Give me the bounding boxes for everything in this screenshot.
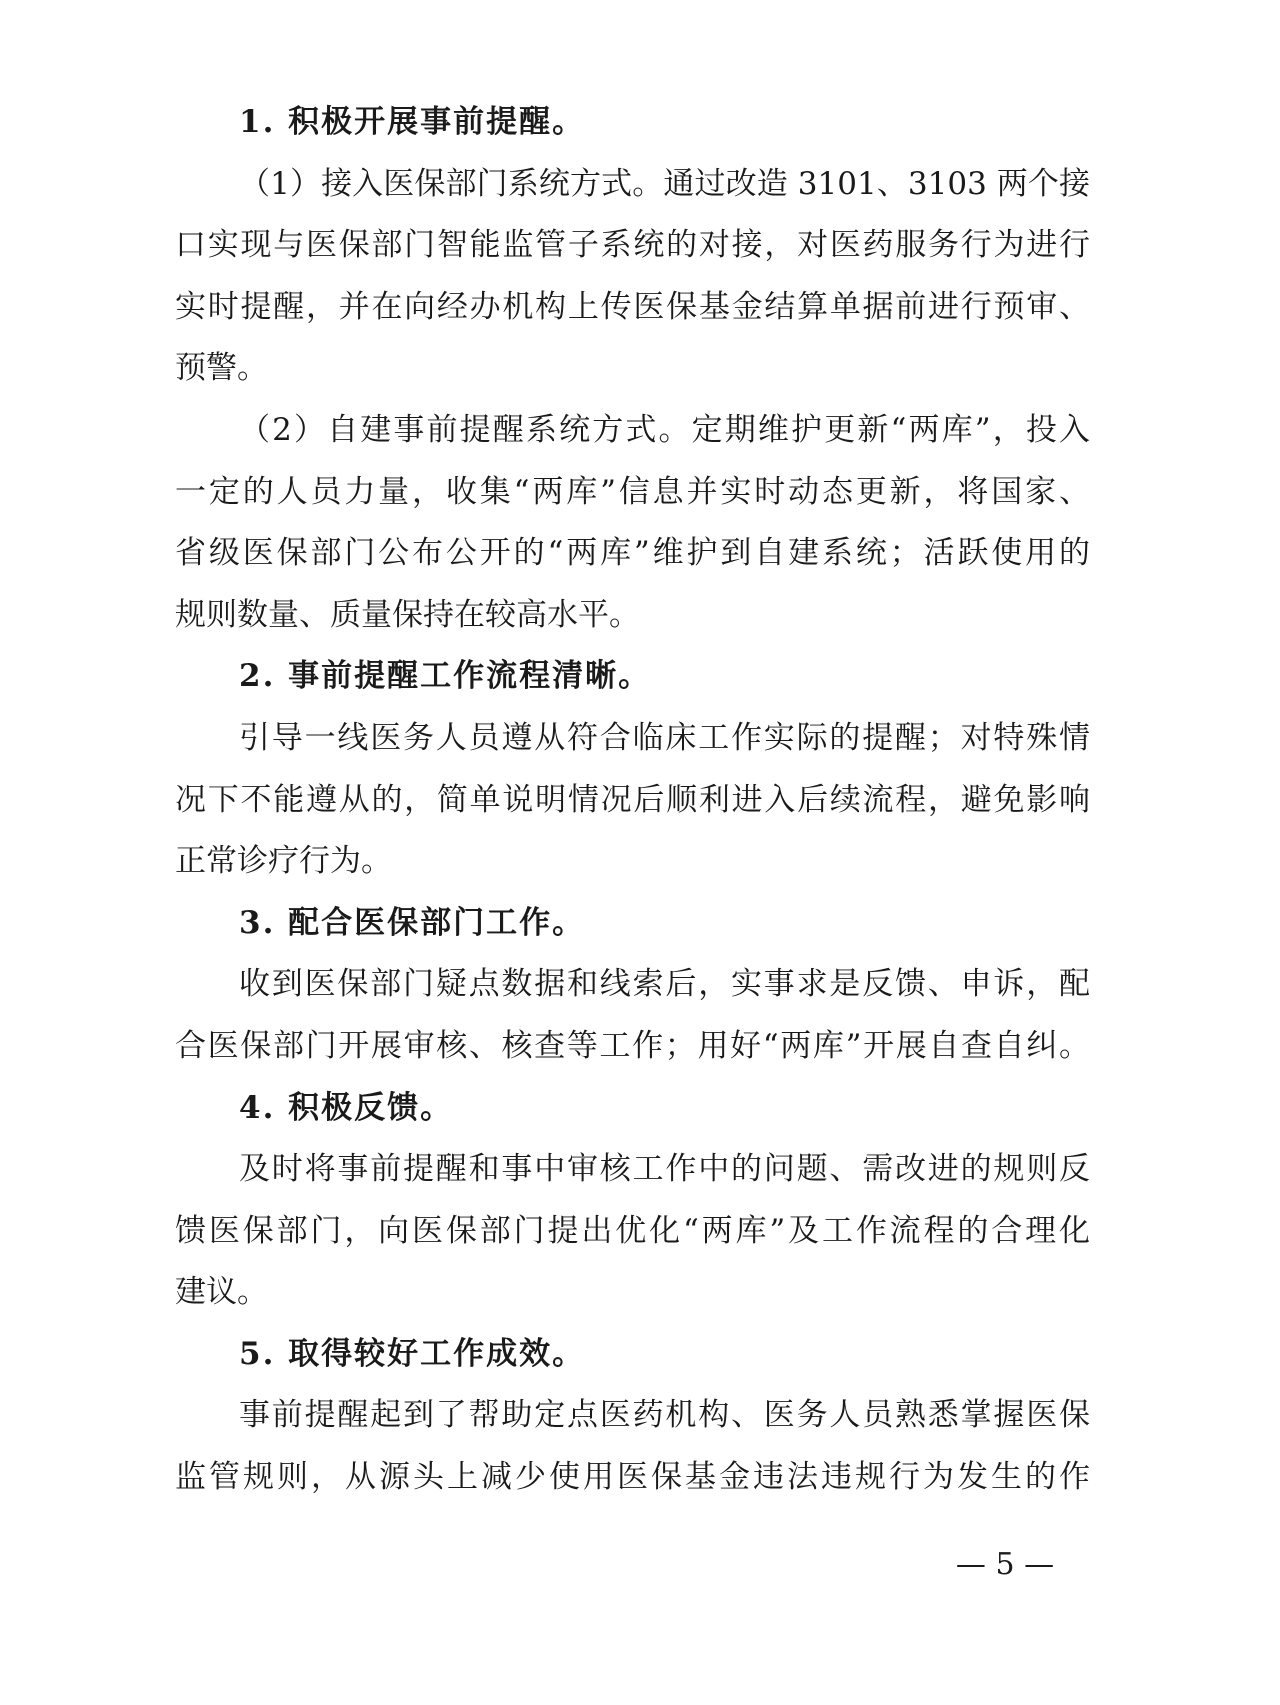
- paragraph-line: 馈医保部门，向医保部门提出优化“两库”及工作流程的合理化: [175, 1212, 1090, 1249]
- paragraph-line: 事前提醒起到了帮助定点医药机构、医务人员熟悉掌握医保: [239, 1397, 1090, 1434]
- paragraph: [175, 154, 1090, 400]
- page-number: — 5 —: [955, 1547, 1055, 1582]
- paragraph-line: 及时将事前提醒和事中审核工作中的问题、需改进的规则反: [239, 1151, 1090, 1188]
- document-body: [175, 92, 1090, 1509]
- heading-text: 1. 积极开展事前提醒。: [239, 104, 586, 140]
- paragraph-line: 建议。: [175, 1274, 268, 1311]
- paragraph: [175, 708, 1090, 893]
- paragraph-line: 一定的人员力量，收集“两库”信息并实时动态更新，将国家、: [175, 473, 1090, 510]
- heading-text: 4. 积极反馈。: [239, 1089, 454, 1126]
- heading-2: [175, 646, 1090, 708]
- paragraph: [175, 954, 1090, 1077]
- heading-text: 2. 事前提醒工作流程清晰。: [239, 658, 652, 695]
- heading-text: 3. 配合医保部门工作。: [239, 904, 586, 941]
- paragraph-line: 合医保部门开展审核、核查等工作；用好“两库”开展自查自纠。: [175, 1027, 1090, 1064]
- heading-5: [175, 1324, 1090, 1386]
- heading-3: [175, 893, 1090, 955]
- paragraph: [175, 1139, 1090, 1324]
- heading-1: [175, 92, 1090, 154]
- heading-text: 5. 取得较好工作成效。: [239, 1335, 586, 1372]
- heading-4: [175, 1078, 1090, 1140]
- paragraph-line: （2）自建事前提醒系统方式。定期维护更新“两库”，投入: [239, 411, 1090, 448]
- paragraph-line: 收到医保部门疑点数据和线索后，实事求是反馈、申诉，配: [239, 966, 1090, 1003]
- paragraph-line: 监管规则，从源头上减少使用医保基金违法违规行为发生的作: [175, 1459, 1090, 1496]
- paragraph-line: 预警。: [175, 350, 268, 387]
- paragraph-line: 省级医保部门公布公开的“两库”维护到自建系统；活跃使用的: [175, 535, 1090, 572]
- paragraph-line: 口实现与医保部门智能监管子系统的对接，对医药服务行为进行: [175, 227, 1090, 264]
- paragraph: [175, 400, 1090, 646]
- paragraph-line: 况下不能遵从的，简单说明情况后顺利进入后续流程，避免影响: [175, 781, 1090, 818]
- paragraph-line: （1）接入医保部门系统方式。通过改造 3101、3103 两个接: [239, 165, 1090, 202]
- paragraph: [175, 1385, 1090, 1508]
- paragraph-line: 正常诊疗行为。: [175, 843, 392, 880]
- paragraph-line: 引导一线医务人员遵从符合临床工作实际的提醒；对特殊情: [239, 719, 1090, 756]
- paragraph-line: 规则数量、质量保持在较高水平。: [175, 596, 640, 633]
- paragraph-line: 实时提醒，并在向经办机构上传医保基金结算单据前进行预审、: [175, 288, 1090, 325]
